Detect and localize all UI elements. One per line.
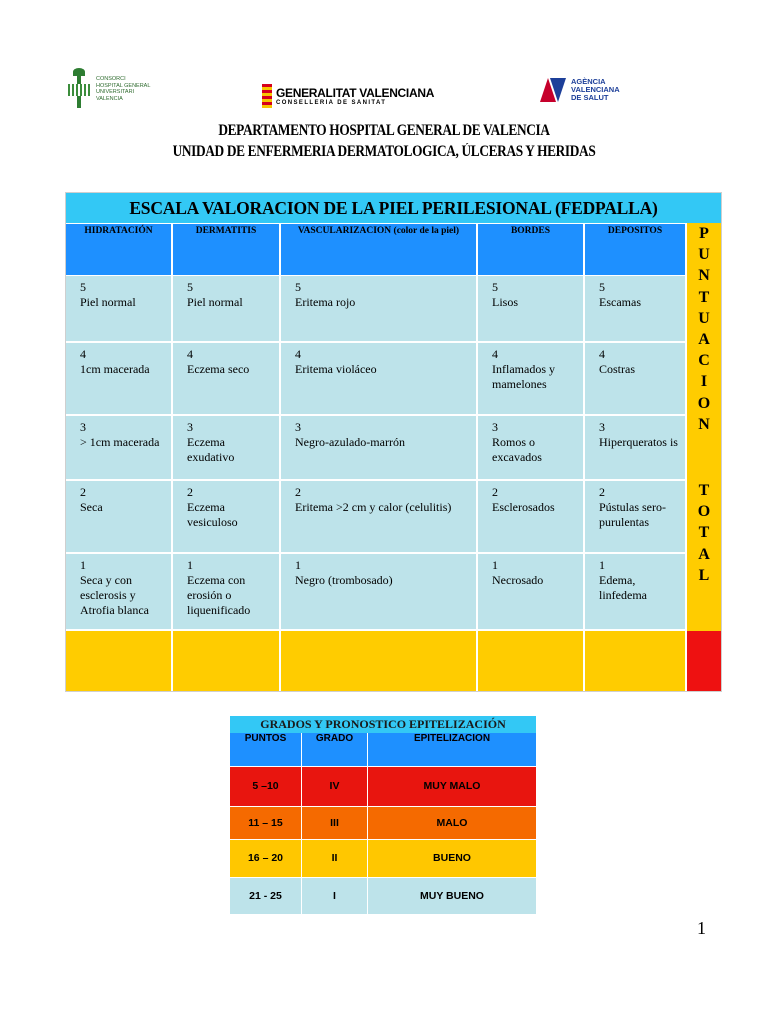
scale-cell [173,481,279,552]
cell-score: 1 [295,558,301,572]
cell-description: Hiperqueratos is [599,435,678,449]
cell-description: 1cm macerada [80,362,150,376]
scale-cell [478,276,583,341]
cell-description: Eczema vesiculoso [187,500,238,529]
grados-cell: III [302,807,367,839]
cell-description: Eczema exudativo [187,435,235,464]
cell-score: 4 [599,347,605,361]
cell-description: Piel normal [187,295,243,309]
cell-score: 5 [187,280,193,294]
cell-score: 5 [492,280,498,294]
cell-score: 4 [80,347,86,361]
score-entry-cell [281,631,476,691]
column-header [478,224,583,275]
cell-score: 2 [187,485,193,499]
cell-description: Eczema con erosión o liquenificado [187,573,251,617]
consorcio-emblem-icon [66,68,92,110]
cell-score: 1 [80,558,86,572]
column-header [585,224,685,275]
cell-score: 5 [295,280,301,294]
column-header-label: BORDES [510,226,551,236]
column-header [173,224,279,275]
grados-pronostico-table [230,716,538,914]
scale-cell [66,276,171,341]
consorcio-logo-line: CONSORCI [96,76,126,82]
puntuacion-letter: I [700,373,708,391]
scale-cell [281,481,476,552]
cell-score: 2 [492,485,498,499]
grados-column-header: EPITELIZACION [368,733,536,766]
scale-cell [66,481,171,552]
total-letter: T [698,482,710,500]
cell-description: > 1cm macerada [80,435,160,449]
puntuacion-letter: C [698,352,710,370]
column-header [281,224,476,275]
puntuacion-letter: T [698,288,710,306]
cell-description: Escamas [599,295,641,309]
consorcio-hospital-logo [66,68,150,110]
scale-cell [281,416,476,479]
cell-score: 1 [187,558,193,572]
puntuacion-letter: N [698,415,710,433]
column-header-label: DEPOSITOS [607,226,663,236]
scale-cell [281,554,476,629]
agencia-logo-line: VALENCIANA [571,85,620,94]
cell-score: 4 [295,347,301,361]
grados-cell: 21 - 25 [230,878,301,914]
cell-description: Romos o excavados [492,435,542,464]
grados-title: GRADOS Y PRONOSTICO EPITELIZACIÓN [230,716,536,733]
scale-cell [478,554,583,629]
cell-description: Negro-azulado-marrón [295,435,405,449]
puntuacion-letter: O [697,394,711,412]
cell-description: Piel normal [80,295,136,309]
column-header-label: VASCULARIZACION (color de la piel) [297,226,460,236]
score-entry-cell [66,631,171,691]
score-entry-cell [478,631,583,691]
scale-cell [585,276,685,341]
grados-cell: MUY MALO [368,767,536,806]
cell-score: 3 [492,420,498,434]
cell-score: 1 [492,558,498,572]
cell-description: Costras [599,362,635,376]
cell-description: Eczema seco [187,362,250,376]
cell-description: Eritema violáceo [295,362,377,376]
consorcio-logo-line: HOSPITAL GENERAL [96,82,151,89]
scale-cell [585,343,685,414]
scale-cell [585,554,685,629]
grados-cell: MALO [368,807,536,839]
scale-cell [66,416,171,479]
scale-cell [478,481,583,552]
consorcio-logo-line: VALENCIA [96,95,123,102]
puntuacion-letter: A [698,331,710,349]
cell-description: Seca [80,500,103,514]
grados-column-header: PUNTOS [230,733,301,766]
cell-score: 3 [295,420,301,434]
fedpalla-title: ESCALA VALORACION DE LA PIEL PERILESIONAL (FEDPALLA) [66,193,721,223]
total-letter: A [698,545,710,563]
grados-cell: 11 – 15 [230,807,301,839]
scale-cell [66,343,171,414]
agencia-av-icon [540,76,566,104]
total-letter: T [698,524,710,542]
scale-cell [585,416,685,479]
puntuacion-letter: U [698,246,710,264]
page-number: 1 [697,918,706,938]
scale-cell [173,343,279,414]
cell-score: 1 [599,558,605,572]
scale-cell [478,416,583,479]
puntuacion-letter: P [699,225,709,242]
cell-score: 4 [187,347,193,361]
grados-cell: II [302,840,367,877]
total-letter: L [698,566,710,584]
cell-description: Pústulas sero-purulentas [599,500,666,529]
cell-score: 2 [80,485,86,499]
grados-cell: MUY BUENO [368,878,536,914]
department-heading: DEPARTAMENTO HOSPITAL GENERAL DE VALENCIA [218,122,550,139]
scale-cell [281,343,476,414]
cell-score: 3 [187,420,193,434]
grados-cell: 16 – 20 [230,840,301,877]
cell-description: Inflamados y mamelones [492,362,555,391]
total-score-cell [687,631,721,691]
generalitat-logo-name: GENERALITAT VALENCIANA [276,85,435,100]
cell-description: Seca y con esclerosis y Atrofia blanca [80,573,149,617]
cell-description: Edema, linfedema [599,573,647,602]
scale-cell [173,276,279,341]
generalitat-logo-subtitle: CONSELLERIA DE SANITAT [276,99,387,106]
cell-score: 3 [599,420,605,434]
generalitat-flag-icon [262,84,272,108]
scale-cell [66,554,171,629]
cell-score: 3 [80,420,86,434]
score-entry-cell [173,631,279,691]
scale-cell [585,481,685,552]
agencia-logo-line: DE SALUT [571,93,609,102]
cell-score: 5 [599,280,605,294]
unit-heading: UNIDAD DE ENFERMERIA DERMATOLOGICA, ÚLCERAS Y HERIDAS [172,143,596,160]
scale-cell [478,343,583,414]
grados-column-header: GRADO [302,733,367,766]
grados-cell: I [302,878,367,914]
column-header-label: DERMATITIS [195,226,257,236]
cell-score: 2 [599,485,605,499]
score-entry-cell [585,631,685,691]
agencia-valenciana-salut-logo [540,76,620,104]
total-letter: O [697,503,711,521]
scale-cell [281,276,476,341]
cell-description: Negro (trombosado) [295,573,393,587]
cell-score: 2 [295,485,301,499]
column-header-label: HIDRATACIÓN [84,226,153,236]
generalitat-valenciana-logo [262,84,434,108]
cell-description: Esclerosados [492,500,555,514]
cell-description: Lisos [492,295,519,309]
cell-description: Necrosado [492,573,544,587]
grados-cell: IV [302,767,367,806]
cell-description: Eritema rojo [295,295,356,309]
consorcio-logo-line: UNIVERSITARI [96,89,135,95]
cell-score: 5 [80,280,86,294]
scale-cell [173,554,279,629]
puntuacion-letter: U [698,309,710,327]
puntuacion-letter: N [698,267,710,285]
grados-cell: BUENO [368,840,536,877]
agencia-logo-line: AGÈNCIA [571,77,606,86]
column-header [66,224,171,275]
grados-cell: 5 –10 [230,767,301,806]
scale-cell [173,416,279,479]
cell-description: Eritema >2 cm y calor (celulitis) [295,500,452,514]
puntuacion-total-column [687,223,721,631]
cell-score: 4 [492,347,498,361]
fedpalla-scale-table [65,192,722,692]
